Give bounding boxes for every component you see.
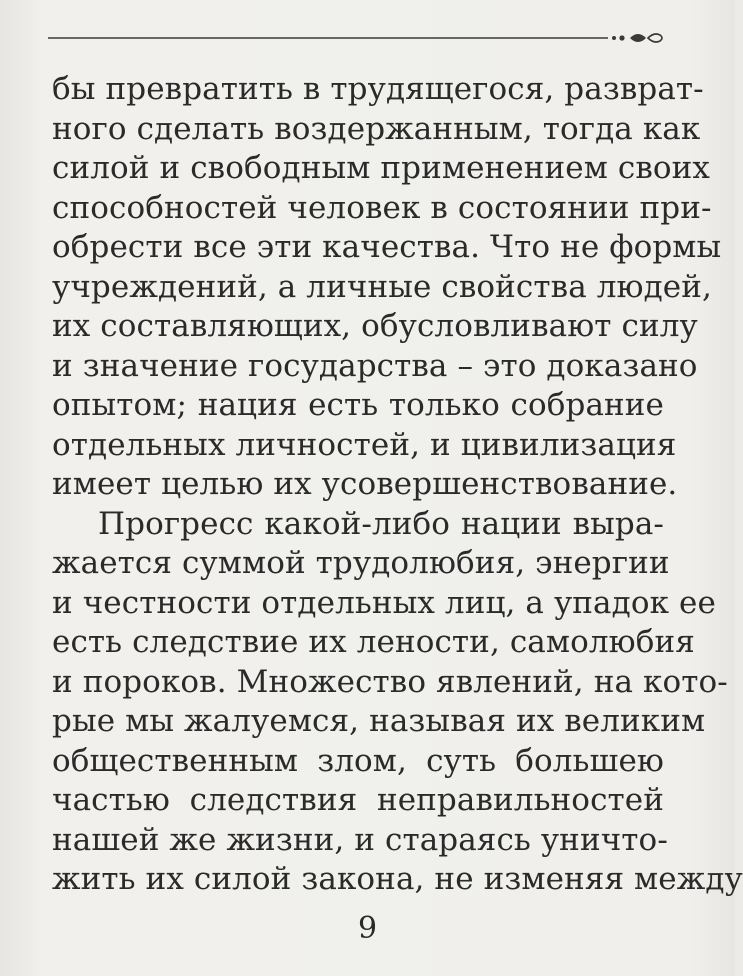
text-line: бы превратить в трудящегося, разврат- <box>52 71 704 107</box>
text-line: общественным злом, суть большею <box>52 742 664 779</box>
text-line: жить их силой закона, не изменяя между <box>52 861 743 897</box>
text-line: отдельных личностей, и цивилизация <box>52 426 677 463</box>
text-line: нашей же жизни, и стараясь уничто- <box>52 821 668 858</box>
text-line: жается суммой трудолюбия, энергии <box>52 545 670 581</box>
text-line: ного сделать воздержанным, тогда как <box>52 110 701 147</box>
page-number: 9 <box>357 911 378 946</box>
text-line: частью следствия неправильностей <box>52 782 664 818</box>
text-line: учреждений, а личные свойства людей, <box>52 268 712 305</box>
text-line: и значение государства – это доказано <box>52 347 698 384</box>
text-line-paragraph-start: Прогресс какой-либо нации выра- <box>98 505 664 542</box>
text-line: и честности отдельных лиц, а упадок ее <box>52 584 716 621</box>
text-line: рые мы жалуемся, называя их великим <box>52 703 706 739</box>
text-line: есть следствие их лености, самолюбия <box>52 624 695 660</box>
text-line: их составляющих, обусловливают силу <box>52 308 698 344</box>
text-line: силой и свободным применением своих <box>52 150 710 186</box>
text-line: опытом; нация есть только собрание <box>52 387 664 423</box>
header-ornament-rule <box>48 28 668 48</box>
text-line-paragraph-end: имеет целью их усовершенствование. <box>52 466 678 502</box>
body-text <box>52 70 743 900</box>
text-line: и пороков. Множество явлений, на кото- <box>52 663 728 700</box>
text-line: обрести все эти качества. Что не формы <box>52 229 722 265</box>
text-line: способностей человек в состоянии при- <box>52 189 712 226</box>
